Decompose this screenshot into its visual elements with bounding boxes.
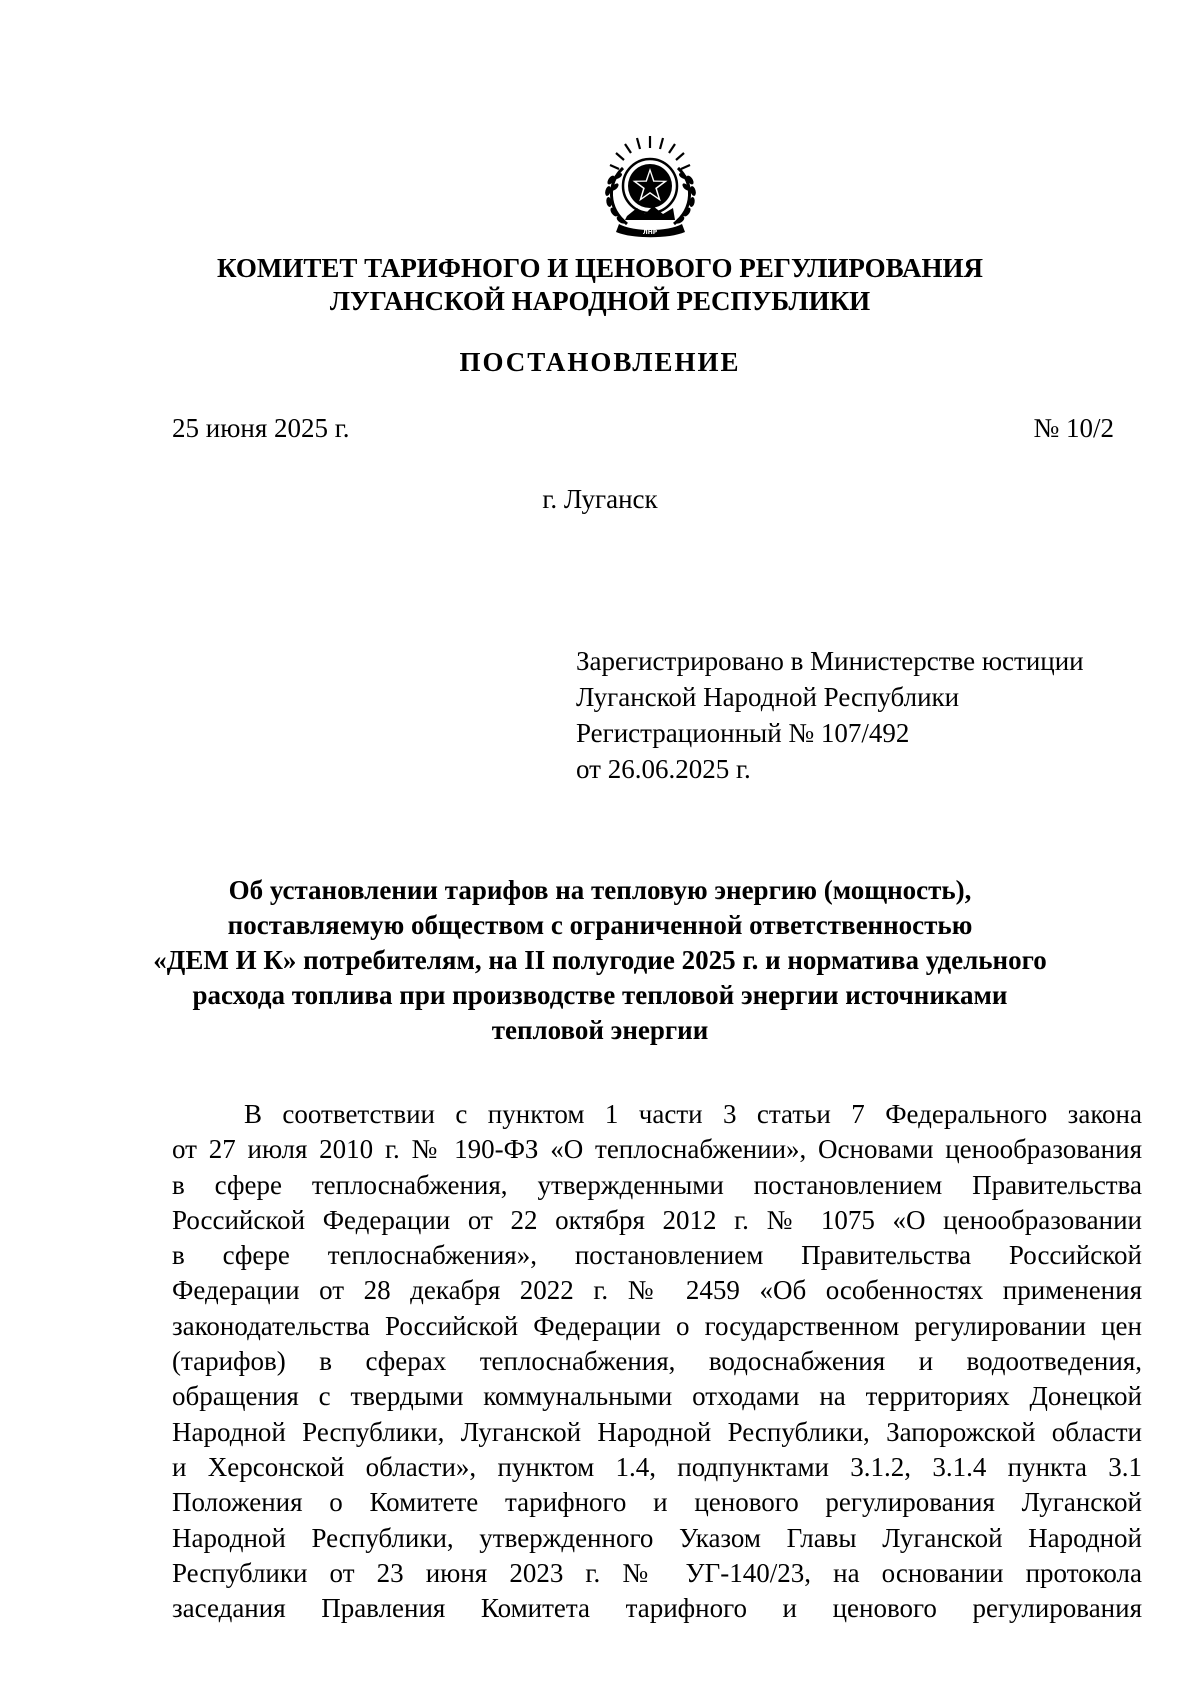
body-line: в сфере теплоснабжения, утвержденными постановлением Правительства: [172, 1169, 1142, 1200]
body-line: Положения о Комитете тарифного и ценового регулирования Луганской: [172, 1487, 1142, 1518]
registration-line: Регистрационный № 107/492: [576, 718, 910, 748]
document-date: 25 июня 2025 г.: [172, 413, 350, 443]
document-type: ПОСТАНОВЛЕНИЕ: [459, 347, 741, 377]
organization-title-line-1: КОМИТЕТ ТАРИФНОГО И ЦЕНОВОГО РЕГУЛИРОВАНИЯ: [216, 253, 983, 283]
body-line: и Херсонской области», пунктом 1.4, подпунктами 3.1.2, 3.1.4 пункта 3.1: [172, 1451, 1142, 1482]
body-line: обращения с твердыми коммунальными отходами на территориях Донецкой: [172, 1381, 1142, 1412]
document-city: г. Луганск: [542, 484, 658, 514]
document-subject: [0, 873, 1200, 1048]
body-line: (тарифов) в сферах теплоснабжения, водоснабжения и водоотведения,: [172, 1346, 1142, 1377]
body-line: законодательства Российской Федерации о государственном регулировании цен: [172, 1310, 1142, 1341]
subject-line: «ДЕМ И К» потребителям, на II полугодие 2025 г. и норматива удельного: [153, 945, 1047, 975]
document-number: № 10/2: [1033, 413, 1114, 443]
lnr-coat-of-arms-icon: [593, 128, 708, 242]
registration-line: Зарегистрировано в Министерстве юстиции: [576, 646, 1084, 676]
body-paragraph: [172, 1097, 1142, 1626]
subject-line: расхода топлива при производстве тепловой энергии источниками: [192, 980, 1008, 1010]
body-line: в сфере теплоснабжения», постановлением Правительства Российской: [172, 1240, 1142, 1271]
body-line: Российской Федерации от 22 октября 2012 г. № 1075 «О ценообразовании: [172, 1204, 1142, 1235]
organization-title-line-2: ЛУГАНСКОЙ НАРОДНОЙ РЕСПУБЛИКИ: [329, 286, 871, 316]
emblem-ribbon-text: ЛНР: [642, 229, 658, 236]
registration-stamp: [576, 643, 1084, 787]
subject-line: Об установлении тарифов на тепловую энергию (мощность),: [228, 875, 972, 905]
organization-title: [0, 252, 1200, 318]
body-line: Народной Республики, Луганской Народной Республики, Запорожской области: [172, 1416, 1142, 1447]
registration-line: Луганской Народной Республики: [576, 682, 960, 712]
body-line: Федерации от 28 декабря 2022 г. № 2459 «Об особенностях применения: [172, 1275, 1142, 1306]
subject-line: поставляемую обществом с ограниченной ответственностью: [227, 910, 973, 940]
subject-line: тепловой энергии: [491, 1015, 709, 1045]
body-line: В соответствии с пунктом 1 части 3 статьи 7 Федерального закона: [244, 1099, 1142, 1129]
body-line: Республики от 23 июня 2023 г. № УГ-140/23, на основании протокола: [172, 1557, 1142, 1588]
registration-line: от 26.06.2025 г.: [576, 754, 751, 784]
body-line: заседания Правления Комитета тарифного и ценового регулирования: [172, 1593, 1142, 1624]
body-line: Народной Республики, утвержденного Указом Главы Луганской Народной: [172, 1522, 1142, 1553]
body-line: от 27 июля 2010 г. № 190-ФЗ «О теплоснабжении», Основами ценообразования: [172, 1134, 1142, 1165]
